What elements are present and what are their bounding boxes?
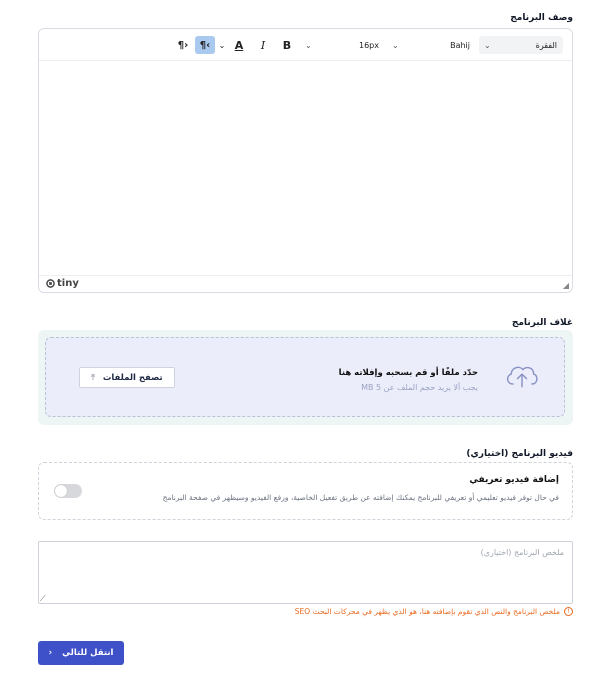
paragraph-format-select[interactable] [479,36,563,54]
toggle-knob [55,485,67,497]
editor-toolbar [39,29,572,61]
summary-hint [295,607,573,616]
cover-label: غلاف البرنامج [511,318,573,328]
next-button-label: انتقل للتالي [62,648,114,658]
upload-size-hint: يجب ألا يزيد حجم الملف عن MB 5 [361,383,478,392]
warning-icon: ! [564,607,573,616]
bold-button[interactable]: B [282,38,292,52]
font-size-select[interactable] [301,36,385,54]
upload-title: حدّد ملفًا أو قم بسحبه وإفلاته هنا [338,368,478,378]
editor-statusbar [39,275,572,292]
chevron-down-icon: ⌄ [484,40,491,50]
rtl-direction-button[interactable]: ¶‹ [195,36,215,54]
summary-hint-text: ملخص البرنامج والنص الذي تقوم بإضافته هنا، هو الذي يظهر في محركات البحث SEO [294,607,560,616]
font-size-value: 16px [359,40,379,50]
tiny-logo [46,278,79,289]
direction-dropdown-chevron[interactable]: ⌄ [218,40,226,50]
upload-icon: ⤒ [91,372,95,382]
resize-handle-icon[interactable]: ◢ [562,281,569,290]
chevron-left-icon: ‹ [48,648,53,658]
paragraph-format-value: الفقرة [535,40,557,50]
cover-dropzone[interactable] [45,337,565,417]
chevron-down-icon: ⌄ [305,40,312,50]
text-color-button[interactable]: A [234,38,244,52]
cloud-upload-icon [504,360,540,390]
video-toggle-switch[interactable] [54,484,82,498]
resize-handle-icon[interactable]: ⟋ [40,594,46,603]
next-button[interactable] [38,641,124,665]
chevron-down-icon: ⌄ [392,40,399,50]
browse-files-label: تصفح الملفات [102,372,163,383]
browse-files-button[interactable] [79,367,175,388]
tiny-brand-text: tiny [57,278,79,289]
video-title: إضافة فيديو تعريفي [469,475,559,485]
editor-content-area[interactable] [39,61,572,275]
video-label: فيديو البرنامج (اختياري) [466,449,573,459]
summary-textarea[interactable] [38,541,573,604]
video-toggle-card [38,462,573,520]
rich-text-editor [38,28,573,293]
ltr-direction-button[interactable]: ¶› [177,39,189,51]
description-label: وصف البرنامج [510,13,573,23]
font-family-value: Bahij [450,40,470,50]
italic-button[interactable]: I [260,38,266,52]
cover-upload-container [38,330,573,425]
video-description: في حال توفر فيديو تعليمي أو تعريفي للبرنامج يمكنك إضافته عن طريق تفعيل الخاصية، ورفع الفيديو وسيظهر في صفحة البرنامج [162,493,559,502]
font-family-select[interactable] [388,36,476,54]
tiny-logo-icon [46,279,55,288]
